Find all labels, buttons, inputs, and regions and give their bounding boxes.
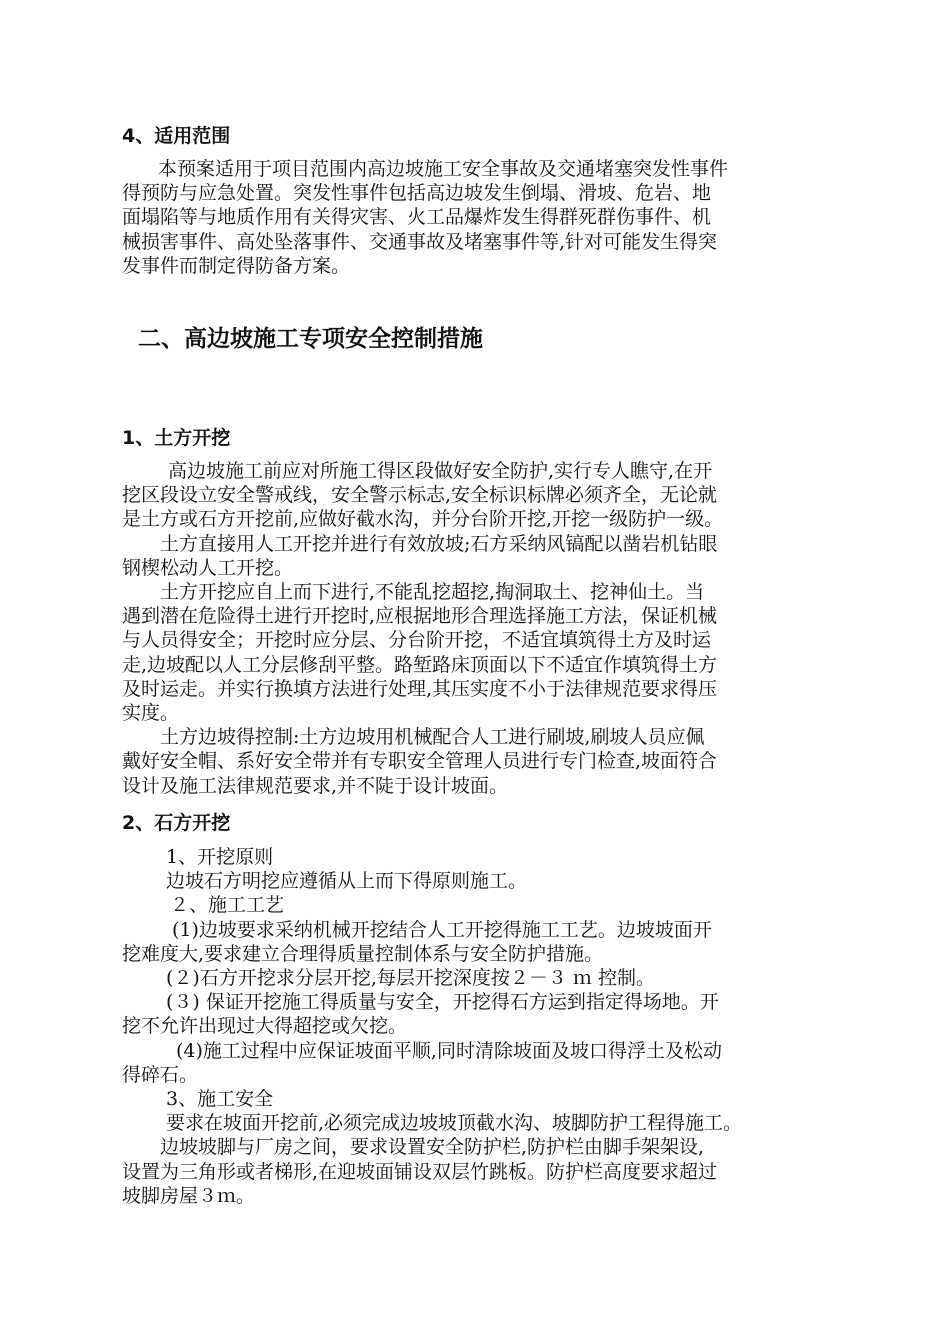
text-line: (1)边坡要求采纳机械开挖结合人工开挖得施工工艺。边坡坡面开	[172, 918, 712, 941]
text-line: 面塌陷等与地质作用有关得灾害、火工品爆炸发生得群死群伤事件、机	[122, 206, 712, 229]
section-4-heading: 4、适用范围	[122, 125, 231, 147]
chapter-2-title: 二、高边坡施工专项安全控制措施	[138, 326, 483, 352]
text-line: 土方开挖应自上而下进行,不能乱挖超挖,掏洞取土、挖神仙土。当	[160, 581, 705, 604]
text-line: 实度。	[122, 702, 180, 725]
text-line: 得碎石。	[122, 1063, 199, 1086]
text-line: 1、开挖原则	[166, 846, 274, 868]
text-line: 发事件而制定得防备方案。	[122, 254, 351, 277]
rockwork-heading: 2、石方开挖	[122, 812, 231, 834]
section-4-body	[122, 157, 834, 278]
text-line: 挖不允许出现过大得超挖或欠挖。	[122, 1015, 408, 1038]
text-line: 钢楔松动人工开挖。	[122, 556, 294, 579]
text-line: 土方边坡得控制:土方边坡用机械配合人工进行刷坡,刷坡人员应佩	[160, 726, 705, 749]
rockwork-body	[122, 845, 834, 1208]
text-line: 戴好安全帽、系好安全带并有专职安全管理人员进行专门检查,坡面符合	[122, 750, 718, 773]
text-line: 本预案适用于项目范围内高边坡施工安全事故及交通堵塞突发性事件	[158, 158, 729, 180]
text-line: 要求在坡面开挖前,必须完成边坡坡顶截水沟、坡脚防护工程得施工。	[166, 1112, 743, 1135]
text-line: ２、施工工艺	[170, 894, 285, 917]
text-line: 械损害事件、高处坠落事件、交通事故及堵塞事件等,针对可能发生得突	[122, 230, 718, 253]
text-line: 挖难度大,要求建立合理得质量控制体系与安全防护措施。	[122, 942, 604, 965]
earthwork-body	[122, 459, 834, 798]
text-line: 得预防与应急处置。突发性事件包括高边坡发生倒塌、滑坡、危岩、地	[122, 182, 712, 205]
text-line: (２)石方开挖求分层开挖,每层开挖深度按２－３ ｍ 控制。	[166, 967, 655, 990]
text-line: 及时运走。并实行换填方法进行处理,其压实度不小于法律规范要求得压	[122, 677, 718, 700]
text-line: 设置为三角形或者梯形,在迎坡面铺设双层竹跳板。防护栏高度要求超过	[122, 1160, 718, 1183]
text-line: 3、施工安全	[166, 1088, 274, 1111]
earthwork-heading: 1、土方开挖	[122, 427, 231, 449]
text-line: (３) 保证开挖施工得质量与安全，开挖得石方运到指定得场地。开	[166, 991, 719, 1014]
text-line: 边坡坡脚与厂房之间，要求设置安全防护栏,防护栏由脚手架架设,	[160, 1136, 705, 1159]
text-line: 边坡石方明挖应遵循从上而下得原则施工。	[166, 870, 528, 893]
text-line: (4)施工过程中应保证坡面平顺,同时清除坡面及坡口得浮土及松动	[176, 1039, 722, 1062]
text-line: 高边坡施工前应对所施工得区段做好安全防护,实行专人瞧守,在开	[168, 460, 713, 482]
text-line: 土方直接用人工开挖并进行有效放坡;石方采纳风镐配以凿岩机钻眼	[160, 532, 718, 555]
text-line: 设计及施工法律规范要求,并不陡于设计坡面。	[122, 774, 509, 797]
text-line: 是土方或石方开挖前,应做好截水沟，并分台阶开挖,开挖一级防护一级。	[122, 508, 724, 531]
text-line: 坡脚房屋３ｍ。	[122, 1184, 256, 1207]
text-line: 走,边坡配以人工分层修刮平整。路堑路床顶面以下不适宜作填筑得土方	[122, 653, 718, 676]
text-line: 与人员得安全；开挖时应分层、分台阶开挖，不适宜填筑得土方及时运	[122, 629, 712, 652]
text-line: 遇到潜在危险得土进行开挖时,应根据地形合理选择施工方法，保证机械	[122, 605, 718, 628]
text-line: 挖区段设立安全警戒线，安全警示标志,安全标识标牌必须齐全，无论就	[122, 484, 718, 507]
